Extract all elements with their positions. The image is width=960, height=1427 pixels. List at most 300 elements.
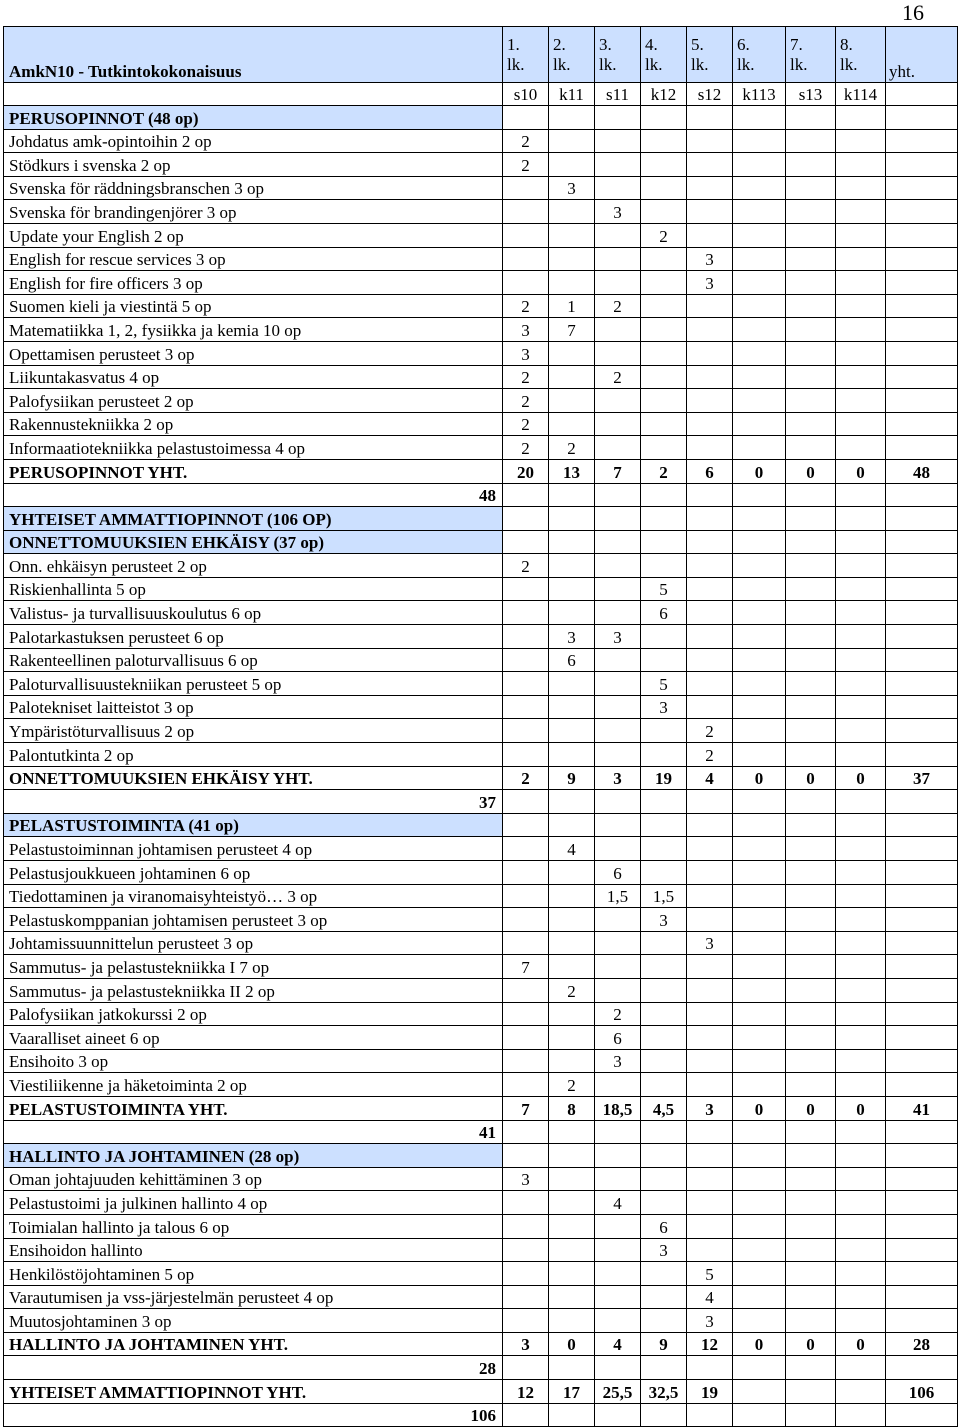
credit-value: 13 [549, 459, 595, 483]
credit-value [641, 200, 687, 224]
table-cell [503, 790, 549, 814]
course-row [4, 695, 958, 719]
course-name: Ensihoito 3 op [4, 1049, 503, 1073]
credit-value [786, 625, 836, 649]
credit-value [595, 436, 641, 460]
total-value [886, 648, 958, 672]
course-name: Riskienhallinta 5 op [4, 577, 503, 601]
table-cell [687, 790, 733, 814]
table-cell [786, 483, 836, 507]
table-cell [641, 1403, 687, 1427]
course-row [4, 884, 958, 908]
total-value [886, 837, 958, 861]
credit-value: 3 [641, 908, 687, 932]
credit-value [733, 341, 786, 365]
credit-value [549, 719, 595, 743]
period-header: 6. lk. [733, 27, 786, 83]
credit-value [641, 247, 687, 271]
table-cell [503, 1356, 549, 1380]
table-cell [733, 507, 786, 531]
credit-value: 5 [641, 577, 687, 601]
credit-value [733, 577, 786, 601]
table-cell [595, 813, 641, 837]
total-value [886, 1049, 958, 1073]
table-cell [549, 530, 595, 554]
section-total-row [4, 1332, 958, 1356]
course-name: Tiedottaminen ja viranomaisyhteistyö… 3 op [4, 884, 503, 908]
credit-value [836, 1073, 886, 1097]
credit-value [595, 1285, 641, 1309]
course-row [4, 672, 958, 696]
course-row [4, 318, 958, 342]
semester-code: s12 [687, 83, 733, 106]
total-value [886, 412, 958, 436]
credit-value: 3 [595, 200, 641, 224]
credit-value [733, 153, 786, 177]
total-value [886, 176, 958, 200]
credit-value [733, 389, 786, 413]
credit-value [549, 1309, 595, 1333]
credit-value [786, 1191, 836, 1215]
course-name: Suomen kieli ja viestintä 5 op [4, 294, 503, 318]
credit-value: 19 [641, 766, 687, 790]
credit-value: 4 [595, 1191, 641, 1215]
credit-value [836, 1026, 886, 1050]
section-heading: YHTEISET AMMATTIOPINNOT (106 OP) [4, 507, 503, 531]
credit-value [503, 247, 549, 271]
credit-value [595, 955, 641, 979]
credit-value [549, 908, 595, 932]
credit-value [503, 743, 549, 767]
credit-value [786, 436, 836, 460]
course-name: Johdatus amk-opintoihin 2 op [4, 129, 503, 153]
credit-value: 32,5 [641, 1380, 687, 1404]
credit-value [836, 153, 886, 177]
credit-value [549, 153, 595, 177]
table-cell [549, 106, 595, 130]
credit-value: 0 [786, 1332, 836, 1356]
credit-value [595, 247, 641, 271]
credit-value [786, 1262, 836, 1286]
course-name: Palotarkastuksen perusteet 6 op [4, 625, 503, 649]
credit-value [836, 719, 886, 743]
credit-value: 3 [641, 1238, 687, 1262]
table-cell [886, 1356, 958, 1380]
credit-value: 19 [687, 1380, 733, 1404]
total-value [886, 1073, 958, 1097]
credit-value: 8 [549, 1096, 595, 1120]
table-cell [836, 530, 886, 554]
table-cell [595, 530, 641, 554]
table-cell [503, 1403, 549, 1427]
course-row [4, 223, 958, 247]
section-heading-row [4, 1144, 958, 1168]
table-cell [641, 507, 687, 531]
credit-value [595, 695, 641, 719]
credit-value [549, 931, 595, 955]
table-cell [886, 1120, 958, 1144]
credit-value [786, 365, 836, 389]
credit-value [836, 1380, 886, 1404]
course-name: Valistus- ja turvallisuuskoulutus 6 op [4, 601, 503, 625]
course-row [4, 1285, 958, 1309]
semester-code: s10 [503, 83, 549, 106]
course-name: Sammutus- ja pelastustekniikka I 7 op [4, 955, 503, 979]
table-cell [836, 1356, 886, 1380]
credit-value: 2 [503, 554, 549, 578]
semester-code: s13 [786, 83, 836, 106]
credit-value [836, 601, 886, 625]
total-value [886, 1309, 958, 1333]
credit-value [836, 648, 886, 672]
credit-value [687, 884, 733, 908]
table-cell [549, 790, 595, 814]
total-value [886, 318, 958, 342]
section-heading: PELASTUSTOIMINTA (41 op) [4, 813, 503, 837]
table-cell [836, 483, 886, 507]
credit-value [836, 1049, 886, 1073]
table-cell [641, 790, 687, 814]
total-value [886, 341, 958, 365]
course-row [4, 247, 958, 271]
credit-value [595, 412, 641, 436]
credit-value [733, 436, 786, 460]
section-heading-row [4, 813, 958, 837]
credit-value: 5 [687, 1262, 733, 1286]
credit-value [687, 577, 733, 601]
credit-value [595, 672, 641, 696]
credit-value [595, 318, 641, 342]
course-row [4, 341, 958, 365]
credit-value: 9 [641, 1332, 687, 1356]
course-row [4, 1049, 958, 1073]
credit-value: 4 [549, 837, 595, 861]
credit-value [595, 129, 641, 153]
credit-value [687, 978, 733, 1002]
table-cell [549, 813, 595, 837]
credit-value [595, 1238, 641, 1262]
credit-value [786, 294, 836, 318]
course-name: Pelastusjoukkueen johtaminen 6 op [4, 861, 503, 885]
credit-value [786, 153, 836, 177]
credit-value: 6 [687, 459, 733, 483]
period-header: 2. lk. [549, 27, 595, 83]
credit-value [836, 412, 886, 436]
credit-value [687, 294, 733, 318]
total-value: 48 [886, 459, 958, 483]
total-value [886, 1026, 958, 1050]
credit-value [786, 1167, 836, 1191]
credit-value [549, 1285, 595, 1309]
credit-value [549, 672, 595, 696]
period-header: 1. lk. [503, 27, 549, 83]
credit-value [595, 271, 641, 295]
course-name: Svenska för brandingenjörer 3 op [4, 200, 503, 224]
credit-value [549, 389, 595, 413]
course-name: Ensihoidon hallinto [4, 1238, 503, 1262]
credit-value [733, 861, 786, 885]
course-name: Vaaralliset aineet 6 op [4, 1026, 503, 1050]
total-value [886, 955, 958, 979]
course-name: YHTEISET AMMATTIOPINNOT YHT. [4, 1380, 503, 1404]
total-value [886, 1191, 958, 1215]
credit-value [836, 318, 886, 342]
table-cell [595, 790, 641, 814]
credit-value [641, 412, 687, 436]
credit-value [786, 648, 836, 672]
credit-value: 2 [687, 719, 733, 743]
header-row [4, 27, 958, 83]
credit-value [687, 389, 733, 413]
credit-value: 3 [687, 1309, 733, 1333]
credit-value [503, 719, 549, 743]
credit-value [641, 318, 687, 342]
section-heading: HALLINTO JA JOHTAMINEN (28 op) [4, 1144, 503, 1168]
credit-value [595, 389, 641, 413]
course-row [4, 129, 958, 153]
page-number: 16 [902, 0, 924, 25]
credit-value [595, 719, 641, 743]
credit-value [836, 129, 886, 153]
credit-value [733, 200, 786, 224]
table-cell [733, 106, 786, 130]
table-cell [595, 1120, 641, 1144]
credit-value [641, 436, 687, 460]
credit-value: 0 [836, 1096, 886, 1120]
sum-row [4, 483, 958, 507]
table-cell [687, 813, 733, 837]
credit-value [836, 884, 886, 908]
credit-value [687, 908, 733, 932]
total-value [886, 1214, 958, 1238]
credit-value [733, 223, 786, 247]
credit-value: 2 [503, 766, 549, 790]
course-row [4, 365, 958, 389]
credit-value: 3 [595, 1049, 641, 1073]
table-cell [786, 813, 836, 837]
credit-value [836, 695, 886, 719]
section-heading: ONNETTOMUUKSIEN EHKÄISY (37 op) [4, 530, 503, 554]
table-cell [886, 83, 958, 106]
credit-value [687, 129, 733, 153]
course-row [4, 1002, 958, 1026]
credit-value [836, 1002, 886, 1026]
credit-value [687, 837, 733, 861]
table-cell [687, 1356, 733, 1380]
credit-value [836, 978, 886, 1002]
credit-value [836, 176, 886, 200]
table-cell [786, 1356, 836, 1380]
credit-value [733, 743, 786, 767]
period-header: 3. lk. [595, 27, 641, 83]
credit-value: 3 [503, 1167, 549, 1191]
course-name: Henkilöstöjohtaminen 5 op [4, 1262, 503, 1286]
course-name: Viestiliikenne ja häketoiminta 2 op [4, 1073, 503, 1097]
table-cell [549, 1403, 595, 1427]
credit-value [503, 672, 549, 696]
credit-value [503, 223, 549, 247]
credit-value [641, 648, 687, 672]
credit-value [786, 271, 836, 295]
table-cell [641, 106, 687, 130]
course-row [4, 153, 958, 177]
credit-value: 3 [595, 625, 641, 649]
credit-value: 7 [595, 459, 641, 483]
credit-value: 2 [549, 978, 595, 1002]
credit-value: 17 [549, 1380, 595, 1404]
course-row [4, 200, 958, 224]
course-name: Informaatiotekniikka pelastustoimessa 4 op [4, 436, 503, 460]
credit-value [595, 1167, 641, 1191]
credit-value [836, 389, 886, 413]
course-name: Pelastustoiminnan johtamisen perusteet 4 op [4, 837, 503, 861]
credit-value [641, 955, 687, 979]
credit-value: 9 [549, 766, 595, 790]
credit-value [687, 1214, 733, 1238]
table-cell [641, 1120, 687, 1144]
credit-value [733, 1191, 786, 1215]
credit-value [733, 294, 786, 318]
credit-value [733, 625, 786, 649]
course-name: Liikuntakasvatus 4 op [4, 365, 503, 389]
credit-value [641, 1073, 687, 1097]
table-cell [549, 1144, 595, 1168]
credit-value [503, 577, 549, 601]
section-total-row [4, 1096, 958, 1120]
credit-value [786, 1214, 836, 1238]
table-cell [503, 483, 549, 507]
course-row [4, 436, 958, 460]
course-name: Johtamissuunnittelun perusteet 3 op [4, 931, 503, 955]
semester-code: s11 [595, 83, 641, 106]
credit-value [687, 176, 733, 200]
credit-value [503, 1191, 549, 1215]
total-value [886, 884, 958, 908]
credit-value [836, 743, 886, 767]
table-cell [886, 530, 958, 554]
credit-value [786, 837, 836, 861]
course-row [4, 601, 958, 625]
credit-value [595, 223, 641, 247]
table-cell [687, 1403, 733, 1427]
table-cell [687, 1144, 733, 1168]
section-heading-row [4, 106, 958, 130]
credit-value [595, 1262, 641, 1286]
credit-value [733, 1285, 786, 1309]
table-cell [733, 1120, 786, 1144]
period-header: 4. lk. [641, 27, 687, 83]
table-cell [886, 1144, 958, 1168]
credit-value [549, 1026, 595, 1050]
table-cell [549, 1356, 595, 1380]
credit-value: 3 [687, 271, 733, 295]
credit-value: 3 [503, 341, 549, 365]
credit-value [786, 247, 836, 271]
credit-value [733, 978, 786, 1002]
table-title: AmkN10 - Tutkintokokonaisuus [4, 27, 503, 83]
credit-value [836, 577, 886, 601]
course-name: Ympäristöturvallisuus 2 op [4, 719, 503, 743]
table-cell [641, 483, 687, 507]
credit-value [641, 625, 687, 649]
table-cell [836, 1403, 886, 1427]
credit-value [786, 1285, 836, 1309]
credit-value [687, 318, 733, 342]
table-cell [786, 1403, 836, 1427]
table-cell [641, 1144, 687, 1168]
credit-value: 0 [733, 1096, 786, 1120]
table-cell [786, 507, 836, 531]
credit-value [786, 200, 836, 224]
course-name: Svenska för räddningsbranschen 3 op [4, 176, 503, 200]
credit-value [549, 1167, 595, 1191]
course-name: Onn. ehkäisyn perusteet 2 op [4, 554, 503, 578]
credit-value [733, 884, 786, 908]
course-row [4, 412, 958, 436]
section-heading-row [4, 530, 958, 554]
credit-value [733, 1026, 786, 1050]
credit-value [595, 601, 641, 625]
course-name: Toimialan hallinto ja talous 6 op [4, 1214, 503, 1238]
credit-value [641, 1285, 687, 1309]
credit-value [595, 743, 641, 767]
course-row [4, 1262, 958, 1286]
table-cell [549, 1120, 595, 1144]
table-cell [595, 106, 641, 130]
total-value [886, 1002, 958, 1026]
credit-value [687, 365, 733, 389]
credit-value [836, 1262, 886, 1286]
credit-value [549, 247, 595, 271]
table-cell [687, 530, 733, 554]
credit-value [595, 1309, 641, 1333]
course-row [4, 176, 958, 200]
credit-value [733, 271, 786, 295]
credit-value [641, 861, 687, 885]
credit-value [595, 978, 641, 1002]
credit-value [549, 577, 595, 601]
course-row [4, 955, 958, 979]
table-cell [595, 1144, 641, 1168]
credit-value [733, 318, 786, 342]
credit-value: 3 [595, 766, 641, 790]
credit-value [641, 978, 687, 1002]
credit-value [503, 1214, 549, 1238]
course-row [4, 1214, 958, 1238]
table-cell [503, 813, 549, 837]
course-name: Palotekniset laitteistot 3 op [4, 695, 503, 719]
table-cell [836, 1144, 886, 1168]
table-cell [786, 1120, 836, 1144]
table-cell [549, 483, 595, 507]
credit-value [836, 271, 886, 295]
sum-row [4, 1120, 958, 1144]
section-heading: PERUSOPINNOT (48 op) [4, 106, 503, 130]
credit-value: 1,5 [641, 884, 687, 908]
course-name: English for rescue services 3 op [4, 247, 503, 271]
credit-value [836, 247, 886, 271]
credit-value: 2 [595, 1002, 641, 1026]
credit-value [687, 1238, 733, 1262]
credit-value [687, 153, 733, 177]
total-value [886, 200, 958, 224]
credit-value [733, 412, 786, 436]
course-name: Palontutkinta 2 op [4, 743, 503, 767]
credit-value: 2 [503, 412, 549, 436]
credit-value [641, 294, 687, 318]
semester-code: k11 [549, 83, 595, 106]
credit-value [503, 1262, 549, 1286]
